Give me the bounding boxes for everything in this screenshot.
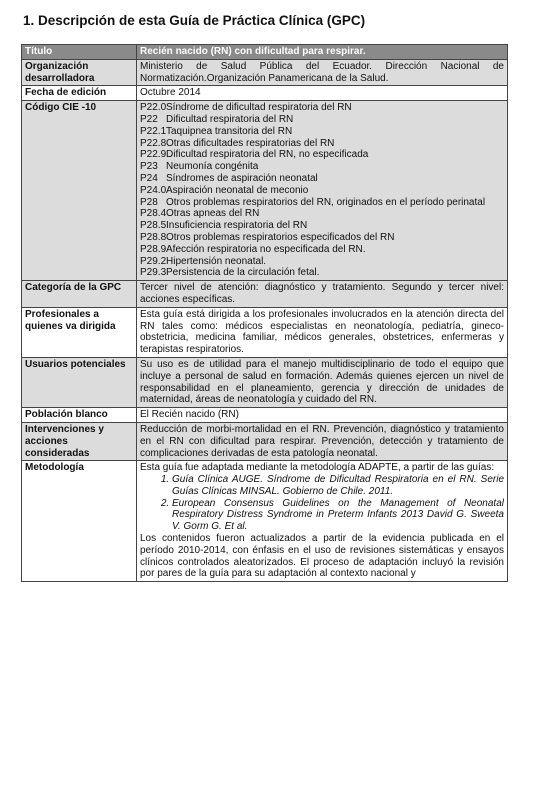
metodologia-intro: Esta guía fue adaptada mediante la metodología ADAPTE, a partir de las guías: — [140, 462, 495, 474]
cie-description: Aspiración neonatal de meconio — [166, 184, 309, 196]
cie-description: Neumonía congénita — [166, 161, 259, 173]
cie-code-list — [137, 101, 508, 281]
cie-code: P29.2 — [140, 255, 167, 267]
cie-description: Otros problemas respiratorios especificados del RN — [166, 231, 395, 243]
cie-code-row — [140, 149, 504, 161]
value-usuarios: Su uso es de utilidad para el manejo multidisciplinario de todo el equipo que incluye a personal de salud en formación. Además quienes ejercen un nivel de responsabilidad en el planeamiento, gerencia y dirección de unidades de maternidad, áreas de neonatología y cuidado del RN. — [137, 357, 508, 407]
cie-code: P22 — [140, 113, 158, 125]
label-intervenciones: Intervenciones y acciones consideradas — [22, 422, 137, 460]
cie-code-row — [140, 185, 504, 197]
label-profesionales: Profesionales a quienes va dirigida — [22, 307, 137, 357]
value-poblacion: El Recién nacido (RN) — [137, 408, 508, 423]
cie-description: Otras dificultades respiratorias del RN — [166, 137, 335, 149]
cie-description: Síndrome de dificultad respiratoria del RN — [166, 102, 352, 114]
cie-code-row — [140, 256, 504, 268]
value-profesionales: Esta guía está dirigida a los profesionales involucrados en la atención directa del RN tales como: médicos especialistas en neonatología, pediatría, gineco-obstetricia, medicina familiar, médicos generales, obstetrices, enfermeras y terapistas respiratorios. — [137, 307, 508, 357]
cie-code-row — [140, 197, 504, 209]
cie-code-row — [140, 267, 504, 279]
row-poblacion — [22, 408, 508, 423]
cie-code-row — [140, 232, 504, 244]
cie-code-row — [140, 173, 504, 185]
value-metodologia — [137, 461, 508, 582]
cie-code: P23 — [140, 161, 158, 173]
cie-code-row — [140, 161, 504, 173]
row-profesionales — [22, 307, 508, 357]
cie-description: Hipertensión neonatal. — [166, 255, 267, 267]
cie-code: P28 — [140, 196, 158, 208]
cie-code-row — [140, 102, 504, 114]
cie-description: Otros problemas respiratorios del RN, originados en el período perinatal — [166, 196, 486, 208]
value-organizacion: Ministerio de Salud Pública del Ecuador. Dirección Nacional de Normatización.Organización Panamericana de la Salud. — [137, 59, 508, 86]
cie-code-row — [140, 126, 504, 138]
cie-description: Afección respiratoria no especificada del RN. — [166, 243, 366, 255]
cie-code-row — [140, 244, 504, 256]
row-fecha — [22, 86, 508, 101]
reference-item: 2. European Consensus Guidelines on the Management of Neonatal Respiratory Distress Syndrome in Preterm Infants 2013 David G. Sweeta V. Gorm G. Et al. — [172, 498, 504, 533]
cie-code: P24.0 — [140, 184, 167, 196]
cie-code: P22.1 — [140, 125, 167, 137]
value-fecha: Octubre 2014 — [137, 86, 508, 101]
cie-code: P22.0 — [140, 102, 167, 114]
cie-code: P22.8 — [140, 137, 167, 149]
cie-code: P22.9 — [140, 149, 167, 161]
label-poblacion: Población blanco — [22, 408, 137, 423]
row-intervenciones — [22, 422, 508, 460]
cie-description: Dificultad respiratoria del RN, no especificada — [166, 149, 369, 161]
row-organizacion — [22, 59, 508, 86]
cie-description: Síndromes de aspiración neonatal — [166, 172, 318, 184]
label-metodologia: Metodología — [22, 461, 137, 582]
value-categoria: Tercer nivel de atención: diagnóstico y tratamiento. Segundo y tercer nivel: acciones específicas. — [137, 281, 508, 308]
cie-code: P28.9 — [140, 243, 167, 255]
cie-description: Persistencia de la circulación fetal. — [166, 267, 320, 279]
label-organizacion: Organización desarrolladora — [22, 59, 137, 86]
row-usuarios — [22, 357, 508, 407]
cie-description: Insuficiencia respiratoria del RN — [166, 220, 308, 232]
cie-code-row — [140, 138, 504, 150]
gpc-description-table — [21, 44, 508, 582]
cie-description: Dificultad respiratoria del RN — [166, 113, 294, 125]
cie-code-row — [140, 208, 504, 220]
cie-code: P29.3 — [140, 267, 167, 279]
cie-code: P28.4 — [140, 208, 167, 220]
reference-item: 1. Guía Clínica AUGE. Síndrome de Dificultad Respiratoria en el RN. Serie Guías Clínicas MINSAL. Gobierno de Chile. 2011. — [172, 474, 504, 498]
section-title: 1. Descripción de esta Guía de Práctica Clínica (GPC) — [23, 13, 366, 28]
row-metodologia — [22, 461, 508, 582]
label-titulo: Título — [22, 45, 137, 60]
cie-code: P24 — [140, 172, 158, 184]
row-cie — [22, 101, 508, 281]
cie-code: P28.8 — [140, 231, 167, 243]
label-usuarios: Usuarios potenciales — [22, 357, 137, 407]
label-categoria: Categoría de la GPC — [22, 281, 137, 308]
label-fecha: Fecha de edición — [22, 86, 137, 101]
label-cie: Código CIE -10 — [22, 101, 137, 281]
cie-code-row — [140, 220, 504, 232]
cie-code-row — [140, 114, 504, 126]
metodologia-outro: Los contenidos fueron actualizados a partir de la evidencia publicada en el período 2010-2014, con énfasis en el uso de revisiones sistemáticas y ensayos clínicos controlados aleatorizados. El proceso de adaptación incluyó la revisión por pares de la guía para su adaptación al contexto nacional y — [140, 533, 504, 580]
cie-code: P28.5 — [140, 220, 167, 232]
row-titulo — [22, 45, 508, 60]
row-categoria — [22, 281, 508, 308]
reference-list — [140, 474, 504, 533]
value-intervenciones: Reducción de morbi-mortalidad en el RN. Prevención, diagnóstico y tratamiento en el RN con dificultad para respirar. Prevención, detección y tratamiento de complicaciones derivadas de esta patología neonatal. — [137, 422, 508, 460]
cie-description: Otras apneas del RN — [166, 208, 260, 220]
value-titulo: Recién nacido (RN) con dificultad para respirar. — [137, 45, 508, 60]
cie-description: Taquipnea transitoria del RN — [166, 125, 293, 137]
